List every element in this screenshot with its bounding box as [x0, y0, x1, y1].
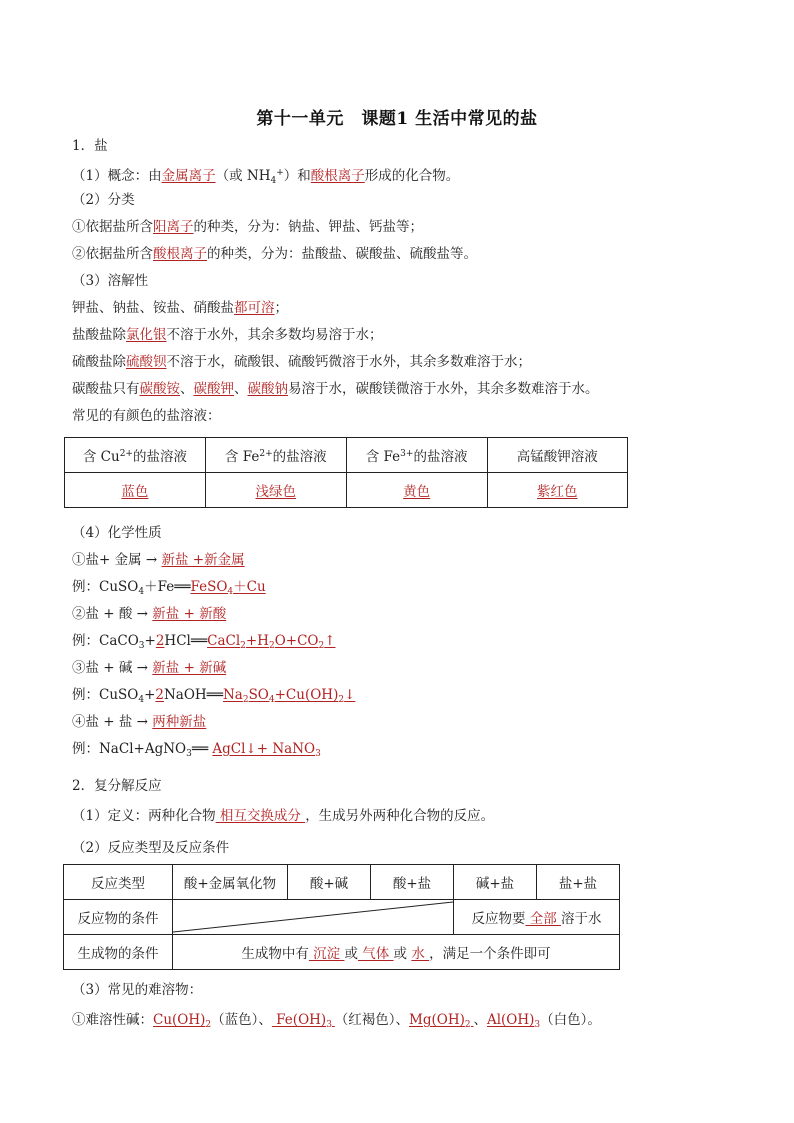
section-1-heading: 1．盐 [72, 138, 108, 154]
reaction-conditions-heading: （2）反应类型及反应条件 [72, 840, 230, 856]
classify-heading: （2）分类 [72, 192, 135, 208]
table-header-cell: 酸+盐 [371, 865, 454, 900]
table-cell: 蓝色 [65, 473, 206, 508]
diagonal-line [173, 900, 453, 934]
solubility-heading: （3）溶解性 [72, 273, 149, 289]
double-decomposition-definition: （1）定义：两种化合物 相互交换成分 ，生成另外两种化合物的反应。 [72, 808, 495, 824]
reaction-salt-base: ③盐 + 碱 → 新盐 + 新碱 [72, 660, 227, 676]
table-header-cell: 含 $Cu^{2+}$的盐溶液 [65, 438, 206, 473]
diagonal-cell [173, 900, 454, 935]
chem-props-heading: （4）化学性质 [72, 525, 162, 541]
answer-acid-radical: 酸根离子 [310, 168, 365, 184]
table-header-cell: 含 $Fe^{3+}$的盐溶液 [346, 438, 487, 473]
table-header-cell: 碱+盐 [454, 865, 537, 900]
colored-solutions-table [64, 437, 628, 508]
table-cell: 反应物要 全部 溶于水 [454, 900, 620, 935]
table-header-cell: 酸+金属氧化物 [173, 865, 288, 900]
table-header-cell: 含 $Fe^{2+}$的盐溶液 [205, 438, 346, 473]
reaction-salt-acid: ②盐 + 酸 → 新盐 + 新酸 [72, 606, 227, 622]
classify-anion: ②依据盐所含酸根离子的种类，分为：盐酸盐、碳酸盐、硫酸盐等。 [72, 246, 477, 262]
salt-concept: （1）概念：由金属离子（或 $NH_4^+$）和酸根离子形成的化合物。 [72, 168, 460, 186]
table-cell: 浅绿色 [205, 473, 346, 508]
solubility-line-2: 盐酸盐除氯化银不溶于水外，其余多数均易溶于水； [72, 327, 383, 343]
insoluble-heading: （3）常见的难溶物： [72, 982, 203, 998]
reaction-salt-salt: ④盐 + 盐 → 两种新盐 [72, 714, 207, 730]
example-salt-base: 例：$CuSO_4+2NaOH══Na_2SO_4+Cu(OH)_2↓$ [72, 687, 356, 705]
table-cell: 紫红色 [487, 473, 627, 508]
table-cell: 黄色 [346, 473, 487, 508]
row-label-cell: 反应物的条件 [64, 900, 173, 935]
solubility-line-1: 钾盐、钠盐、铵盐、硝酸盐都可溶； [72, 300, 288, 316]
example-salt-metal: 例：CuSO$_4$＋Fe══FeSO$_4$＋Cu [72, 579, 266, 597]
section-2-heading: 2．复分解反应 [72, 778, 162, 794]
solubility-line-3: 硫酸盐除硫酸钡不溶于水，硫酸银、硫酸钙微溶于水外，其余多数难溶于水； [72, 354, 531, 370]
solubility-line-4: 碳酸盐只有碳酸铵、碳酸钾、碳酸钠易溶于水，碳酸镁微溶于水外，其余多数难溶于水。 [72, 381, 599, 397]
answer-metal-ion: 金属离子 [161, 168, 216, 184]
table-header-cell: 反应类型 [64, 865, 173, 900]
reaction-salt-metal: ①盐+ 金属 → 新盐 +新金属 [72, 552, 245, 568]
table-cell: 生成物中有 沉淀 或 气体 或 水 ，满足一个条件即可 [173, 935, 620, 970]
example-salt-salt: 例：NaCl+AgNO$_3$══ AgCl↓+ NaNO$_3$ [72, 741, 321, 759]
reaction-conditions-table [63, 864, 620, 970]
classify-cation: ①依据盐所含阳离子的种类，分为：钠盐、钾盐、钙盐等； [72, 219, 423, 235]
colored-solutions-heading: 常见的有颜色的盐溶液： [72, 408, 221, 424]
table-header-cell: 高锰酸钾溶液 [487, 438, 627, 473]
page-title: 第十一单元 课题1 生活中常见的盐 [256, 109, 538, 129]
table-header-cell: 盐+盐 [537, 865, 620, 900]
insoluble-bases: ①难溶性碱：$Cu(OH)_2$（蓝色）、 $Fe(OH)_3$ （红褐色）、$Mg(OH)_2$ 、$Al(OH)_3$（白色）。 [72, 1012, 601, 1030]
table-header-cell: 酸+碱 [288, 865, 371, 900]
example-salt-acid: 例：$CaCO_3+2HCl══CaCl_2+H_2O+CO_2↑$ [72, 633, 336, 651]
row-label-cell: 生成物的条件 [64, 935, 173, 970]
